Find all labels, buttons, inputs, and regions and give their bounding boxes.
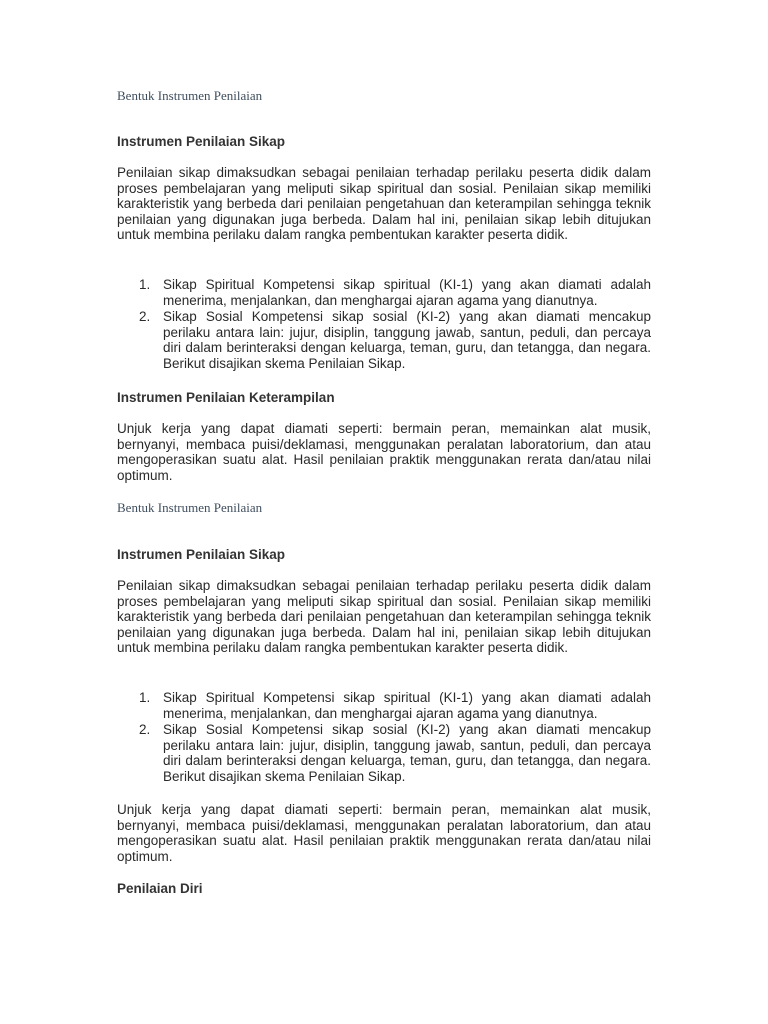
list-item (117, 722, 651, 784)
heading-3 (117, 547, 651, 562)
paragraph-1 (117, 165, 651, 243)
numbered-list (117, 690, 651, 785)
paragraph-4 (117, 802, 651, 864)
section-heading: Penilaian Diri (117, 881, 203, 896)
paragraph-3 (117, 578, 651, 656)
paragraph-2 (117, 421, 651, 483)
section-heading: Instrumen Penilaian Sikap (117, 547, 286, 562)
list-item (117, 690, 651, 721)
list-number: 2. (139, 722, 151, 738)
numbered-list (117, 277, 651, 372)
heading-2 (117, 390, 651, 405)
section-heading: Instrumen Penilaian Keterampilan (117, 390, 335, 405)
heading-1 (117, 134, 651, 149)
list-number: 2. (139, 309, 151, 325)
body-paragraph: Penilaian sikap dimaksudkan sebagai penilaian terhadap perilaku peserta didik dalam proses pembelajaran yang meliputi sikap spiritual dan sosial. Penilaian sikap memiliki karakteristik yang berbeda dari penilaian pengetahuan dan keterampilan sehingga teknik penilaian yang digunakan juga berbeda. Dalam hal ini, penilaian sikap lebih ditujukan untuk membina perilaku dalam rangka pembentukan karakter peserta didik. (117, 165, 651, 243)
list-item (117, 309, 651, 371)
section-kicker: Bentuk Instrumen Penilaian (117, 88, 263, 103)
list-number: 1. (139, 690, 151, 705)
kicker-1 (117, 88, 651, 104)
body-paragraph: Unjuk kerja yang dapat diamati seperti: bermain peran, memainkan alat musik, bernyanyi, membaca puisi/deklamasi, menggunakan peralatan laboratorium, dan atau mengoperasikan suatu alat. Hasil penilaian praktik menggunakan rerata dan/atau nilai optimum. (117, 421, 651, 483)
list-number: 1. (139, 277, 151, 292)
kicker-2 (117, 500, 651, 516)
list-item-text: Sikap Sosial Kompetensi sikap sosial (KI-2) yang akan diamati mencakup perilaku antara lain: jujur, disiplin, tanggung jawab, santun, peduli, dan percaya diri dalam berinteraksi dengan keluarga, teman, guru, dan tetangga, dan negara. Berikut disajikan skema Penilaian Sikap. (163, 309, 651, 371)
section-kicker: Bentuk Instrumen Penilaian (117, 500, 263, 515)
body-paragraph: Unjuk kerja yang dapat diamati seperti: bermain peran, memainkan alat musik, bernyanyi, membaca puisi/deklamasi, menggunakan peralatan laboratorium, dan atau mengoperasikan suatu alat. Hasil penilaian praktik menggunakan rerata dan/atau nilai optimum. (117, 802, 651, 864)
list-2 (117, 690, 651, 786)
heading-4 (117, 881, 651, 896)
list-item (117, 277, 651, 308)
list-item-text: Sikap Spiritual Kompetensi sikap spiritual (KI-1) yang akan diamati adalah menerima, menjalankan, dan menghargai ajaran agama yang dianutnya. (163, 690, 651, 721)
list-item-text: Sikap Sosial Kompetensi sikap sosial (KI-2) yang akan diamati mencakup perilaku antara lain: jujur, disiplin, tanggung jawab, santun, peduli, dan percaya diri dalam berinteraksi dengan keluarga, teman, guru, dan tetangga, dan negara. Berikut disajikan skema Penilaian Sikap. (163, 722, 651, 784)
list-1 (117, 277, 651, 373)
section-heading: Instrumen Penilaian Sikap (117, 134, 286, 149)
list-item-text: Sikap Spiritual Kompetensi sikap spiritual (KI-1) yang akan diamati adalah menerima, menjalankan, dan menghargai ajaran agama yang dianutnya. (163, 277, 651, 308)
body-paragraph: Penilaian sikap dimaksudkan sebagai penilaian terhadap perilaku peserta didik dalam proses pembelajaran yang meliputi sikap spiritual dan sosial. Penilaian sikap memiliki karakteristik yang berbeda dari penilaian pengetahuan dan keterampilan sehingga teknik penilaian yang digunakan juga berbeda. Dalam hal ini, penilaian sikap lebih ditujukan untuk membina perilaku dalam rangka pembentukan karakter peserta didik. (117, 578, 651, 656)
